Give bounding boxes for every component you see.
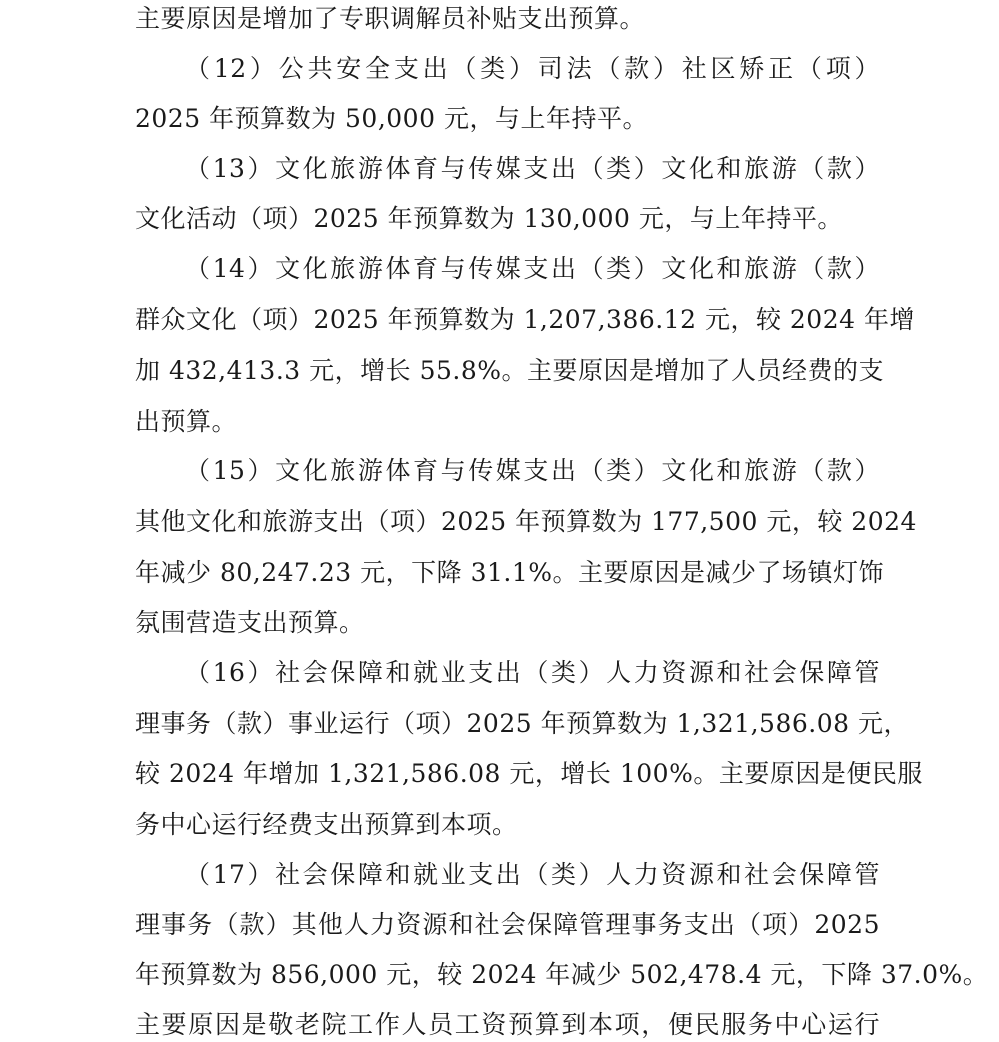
- paragraph-14-line-3: 加 432,413.3 元，增长 55.8%。主要原因是增加了人员经费的支: [135, 356, 884, 385]
- paragraph-12-line-2: 2025 年预算数为 50,000 元，与上年持平。: [135, 104, 648, 133]
- paragraph-14-line-2: 群众文化（项）2025 年预算数为 1,207,386.12 元，较 2024 年增: [135, 305, 915, 334]
- paragraph-16-line-2: 理事务（款）事业运行（项）2025 年预算数为 1,321,586.08 元，: [135, 709, 909, 738]
- paragraph-16-line-3: 较 2024 年增加 1,321,586.08 元，增长 100%。主要原因是便民服: [135, 759, 923, 788]
- paragraph-15-line-2: 其他文化和旅游支出（项）2025 年预算数为 177,500 元，较 2024: [135, 507, 917, 536]
- paragraph-17-line-1: （17）社会保障和就业支出（类）人力资源和社会保障管: [185, 860, 880, 889]
- paragraph-14-line-1: （14）文化旅游体育与传媒支出（类）文化和旅游（款）: [185, 254, 880, 283]
- paragraph-17-line-2: 理事务（款）其他人力资源和社会保障管理事务支出（项）2025: [135, 910, 880, 939]
- paragraph-17-line-3: 年预算数为 856,000 元，较 2024 年减少 502,478.4 元，下降 37.0%。: [135, 960, 989, 989]
- paragraph-16-line-1: （16）社会保障和就业支出（类）人力资源和社会保障管: [185, 658, 880, 687]
- paragraph-16-line-4: 务中心运行经费支出预算到本项。: [135, 810, 518, 839]
- paragraph-17-line-4: 主要原因是敬老院工作人员工资预算到本项，便民服务中心运行: [135, 1010, 880, 1039]
- paragraph-13-line-2: 文化活动（项）2025 年预算数为 130,000 元，与上年持平。: [135, 204, 843, 233]
- paragraph-11-tail-line-1: 主要原因是增加了专职调解员补贴支出预算。: [135, 4, 646, 33]
- paragraph-14-line-4: 出预算。: [135, 407, 238, 436]
- paragraph-15-line-4: 氛围营造支出预算。: [135, 608, 365, 637]
- paragraph-15-line-3: 年减少 80,247.23 元，下降 31.1%。主要原因是减少了场镇灯饰: [135, 558, 884, 587]
- paragraph-12-line-1: （12）公共安全支出（类）司法（款）社区矫正（项）: [185, 54, 880, 83]
- paragraph-15-line-1: （15）文化旅游体育与传媒支出（类）文化和旅游（款）: [185, 456, 880, 485]
- paragraph-13-line-1: （13）文化旅游体育与传媒支出（类）文化和旅游（款）: [185, 154, 880, 183]
